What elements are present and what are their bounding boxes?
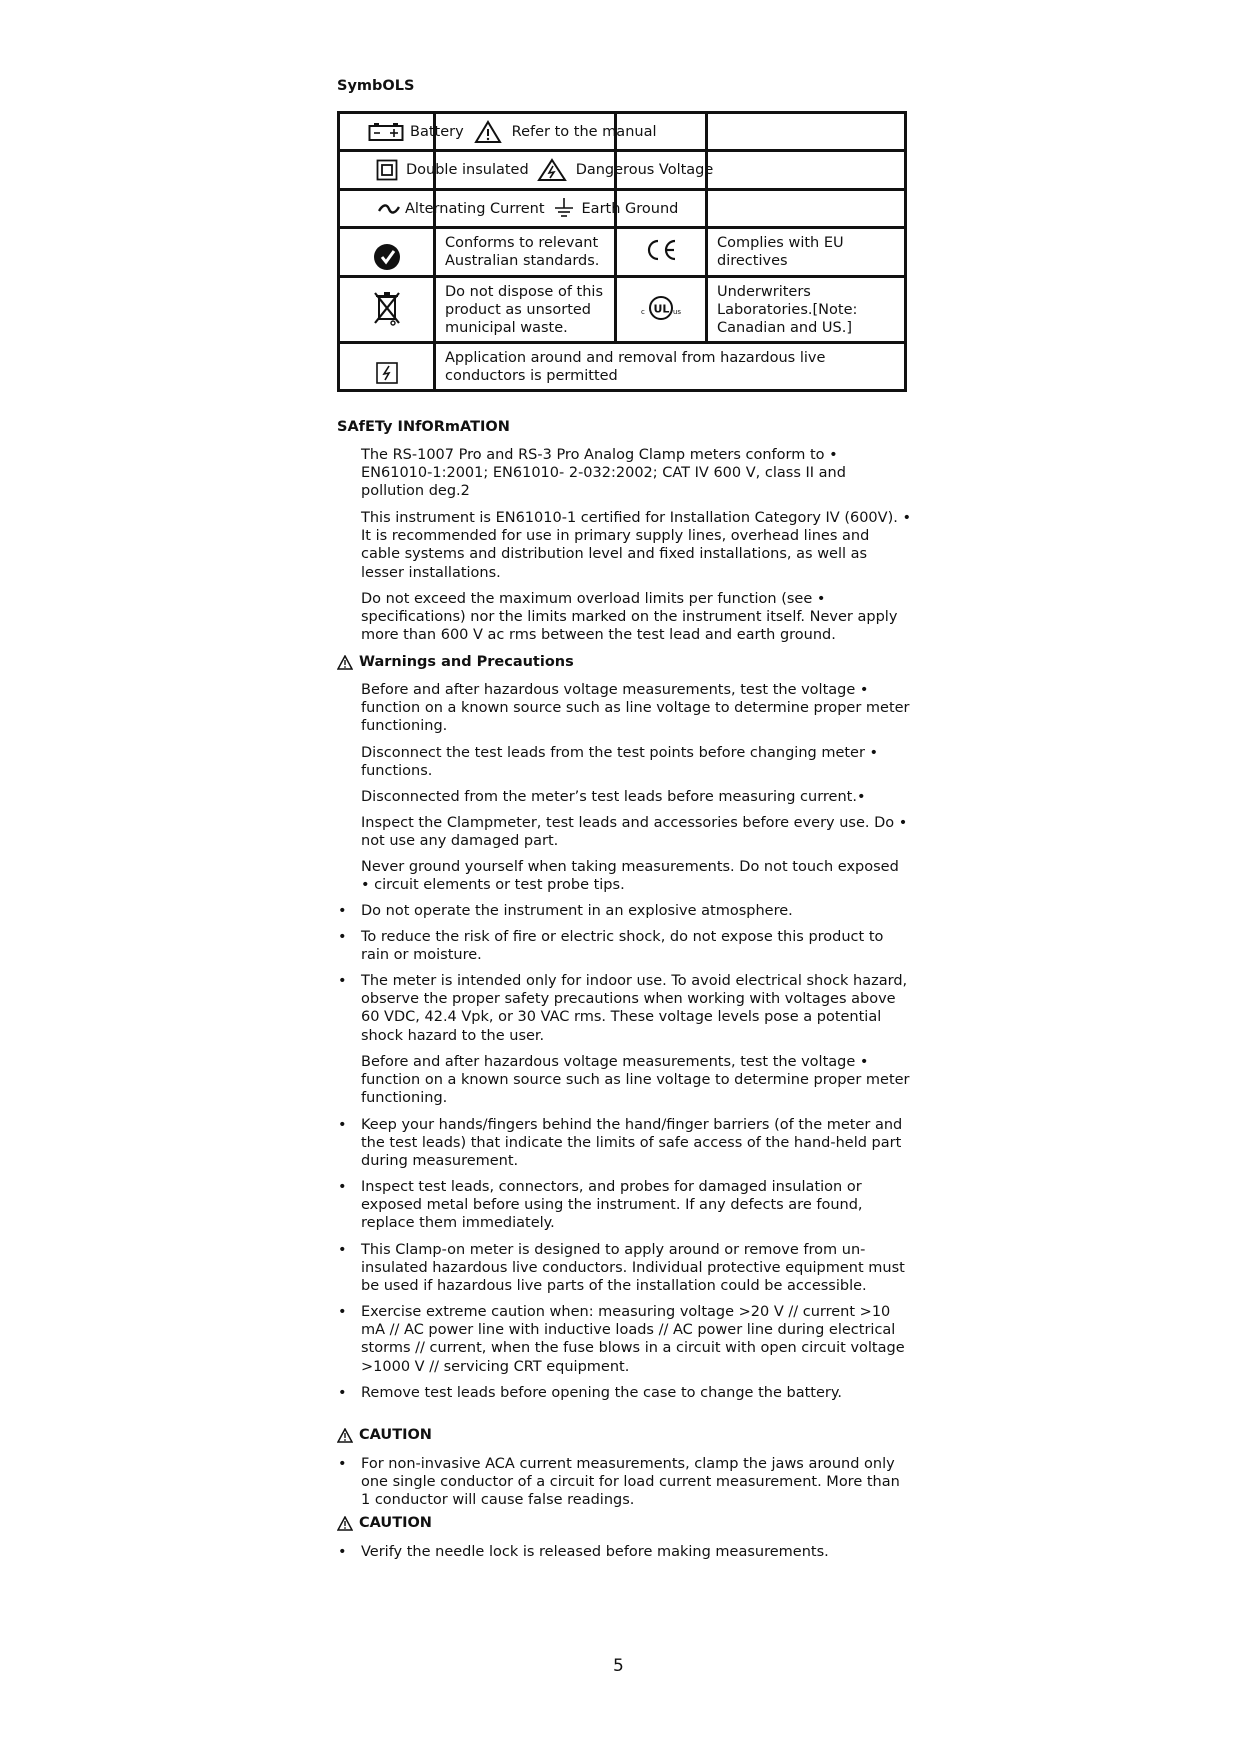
list-item-text: Do not operate the instrument in an explosive atmosphere. (361, 903, 793, 919)
ac-label: Alternating Current (405, 200, 545, 217)
list-bullet: • (338, 973, 347, 989)
list-bullet: • (338, 1385, 347, 1401)
australian-standards-label: Conforms to relevant Australian standards. (435, 228, 616, 277)
list-item-text: Never ground yourself when taking measurements. Do not touch exposed • circuit elements or test probe tips. (361, 859, 899, 894)
list-item (361, 1053, 911, 1108)
caution-heading-1 (337, 1427, 432, 1443)
list-bullet: • (338, 1179, 347, 1195)
list-item-text: Verify the needle lock is released before making measurements. (361, 1544, 829, 1560)
symbols-row-2 (339, 151, 906, 190)
svg-text:c: c (641, 307, 645, 316)
warning-triangle-icon (474, 120, 502, 144)
ul-mark-icon (639, 293, 683, 323)
weee-bin-icon (373, 289, 401, 327)
ce-mark-icon (644, 238, 678, 262)
ul-label: Underwriters Laboratories.[Note: Canadian and US.] (707, 277, 906, 343)
list-item (361, 858, 911, 894)
list-item (361, 788, 911, 806)
list-item-text: Inspect test leads, connectors, and probes for damaged insulation or exposed metal before using the instrument. If any defects are found, replace them immediately. (361, 1179, 863, 1232)
svg-text:us: us (673, 307, 682, 316)
list-item-text: Disconnected from the meter’s test leads before measuring current.• (361, 789, 866, 805)
double-insulated-icon (376, 159, 398, 181)
weee-label: Do not dispose of this product as unsorted municipal waste. (435, 277, 616, 343)
list-bullet: • (338, 929, 347, 945)
list-bullet: • (338, 1304, 347, 1320)
symbols-row-5 (339, 277, 906, 343)
list-item (361, 814, 911, 850)
symbols-row-3 (339, 190, 906, 228)
caution-heading-label: CAUTION (359, 1427, 432, 1443)
refer-manual-label: Refer to the manual (511, 123, 657, 140)
earth-ground-icon (553, 197, 575, 221)
warnings-heading-label: Warnings and Precautions (359, 654, 574, 670)
list-item-text: Remove test leads before opening the case to change the battery. (361, 1385, 842, 1401)
list-item-text: Keep your hands/fingers behind the hand/finger barriers (of the meter and the test leads) that indicate the limits of safe access of the hand-held part during measurement. (361, 1117, 903, 1170)
list-item (338, 1116, 911, 1171)
list-item (361, 744, 911, 780)
list-item (338, 972, 911, 1045)
ac-tilde-icon (378, 203, 400, 215)
symbols-row-1 (339, 113, 906, 151)
list-bullet: • (338, 1544, 347, 1560)
list-item-text: To reduce the risk of fire or electric shock, do not expose this product to rain or moisture. (361, 929, 884, 964)
list-item (338, 1178, 911, 1233)
dangerous-voltage-icon (537, 158, 567, 182)
safety-heading: SAfETy INfORmATION (337, 419, 510, 435)
double-insulated-label: Double insulated (406, 162, 529, 178)
warning-triangle-icon (337, 655, 353, 670)
earth-ground-label: Earth Ground (581, 200, 679, 217)
battery-label: Battery (410, 123, 464, 140)
symbols-row-4 (339, 228, 906, 277)
list-item-text: The meter is intended only for indoor use. To avoid electrical shock hazard, observe the proper safety precautions when working with voltages above 60 VDC, 42.4 Vpk, or 30 VAC rms. These voltage levels pose a potential shock hazard to the user. (361, 973, 908, 1044)
list-item-text: Before and after hazardous voltage measurements, test the voltage • function on a known source such as line voltage to determine proper meter functioning. (361, 1054, 910, 1107)
list-item-text: Before and after hazardous voltage measurements, test the voltage • function on a known source such as line voltage to determine proper meter functioning. (361, 682, 910, 735)
symbols-heading: SymbOLS (337, 78, 415, 94)
list-item (361, 681, 911, 736)
list-item (338, 1455, 911, 1510)
warnings-heading (337, 654, 574, 670)
eu-directives-label: Complies with EU directives (707, 228, 906, 277)
list-item (338, 1384, 911, 1402)
page-number: 5 (613, 1656, 624, 1676)
list-item (338, 902, 911, 920)
battery-icon (368, 122, 404, 142)
symbols-row-6 (339, 343, 906, 391)
warning-triangle-icon (337, 1428, 353, 1443)
c-tick-icon (373, 243, 401, 271)
safety-para-3: Do not exceed the maximum overload limits per function (see • specifications) nor the limits marked on the instrument itself. Never apply more than 600 V ac rms between the test lead and earth ground. (361, 591, 898, 644)
dangerous-voltage-label: Dangerous Voltage (575, 162, 714, 178)
svg-text:UL: UL (653, 302, 670, 315)
list-item (338, 1303, 911, 1376)
list-bullet: • (338, 1117, 347, 1133)
list-item (338, 928, 911, 964)
warning-triangle-icon (337, 1516, 353, 1531)
list-bullet: • (338, 903, 347, 919)
list-item (338, 1241, 911, 1296)
list-item-text: For non-invasive ACA current measurements, clamp the jaws around only one single conductor of a circuit for load current measurement. More than 1 conductor will cause false readings. (361, 1456, 900, 1509)
caution-heading-2 (337, 1515, 432, 1531)
caution-heading-label: CAUTION (359, 1515, 432, 1531)
live-conductors-label: Application around and removal from hazardous live conductors is permitted (435, 343, 906, 391)
list-bullet: • (338, 1242, 347, 1258)
list-item-text: Inspect the Clampmeter, test leads and accessories before every use. Do • not use any damaged part. (361, 815, 908, 850)
list-item (338, 1543, 911, 1561)
symbols-table (337, 111, 907, 392)
list-item-text: Exercise extreme caution when: measuring voltage >20 V // current >10 mA // AC power line with inductive loads // AC power line during electrical storms // current, when the fuse blows in a circuit with open circuit voltage >1000 V // servicing CRT equipment. (361, 1304, 905, 1375)
list-bullet: • (338, 1456, 347, 1472)
live-work-icon (375, 361, 399, 385)
safety-para-1: The RS-1007 Pro and RS-3 Pro Analog Clamp meters conform to • EN61010-1:2001; EN61010- 2-032:2002; CAT IV 600 V, class II and pollution deg.2 (361, 447, 846, 500)
list-item-text: This Clamp-on meter is designed to apply around or remove from un-insulated hazardous live conductors. Individual protective equipment must be used if hazardous live parts of the installation could be accessible. (361, 1242, 905, 1295)
safety-para-2: This instrument is EN61010-1 certified for Installation Category IV (600V). • It is recommended for use in primary supply lines, overhead lines and cable systems and distribution level and fixed installations, as well as lesser installations. (361, 510, 912, 581)
list-item-text: Disconnect the test leads from the test points before changing meter • functions. (361, 745, 879, 780)
